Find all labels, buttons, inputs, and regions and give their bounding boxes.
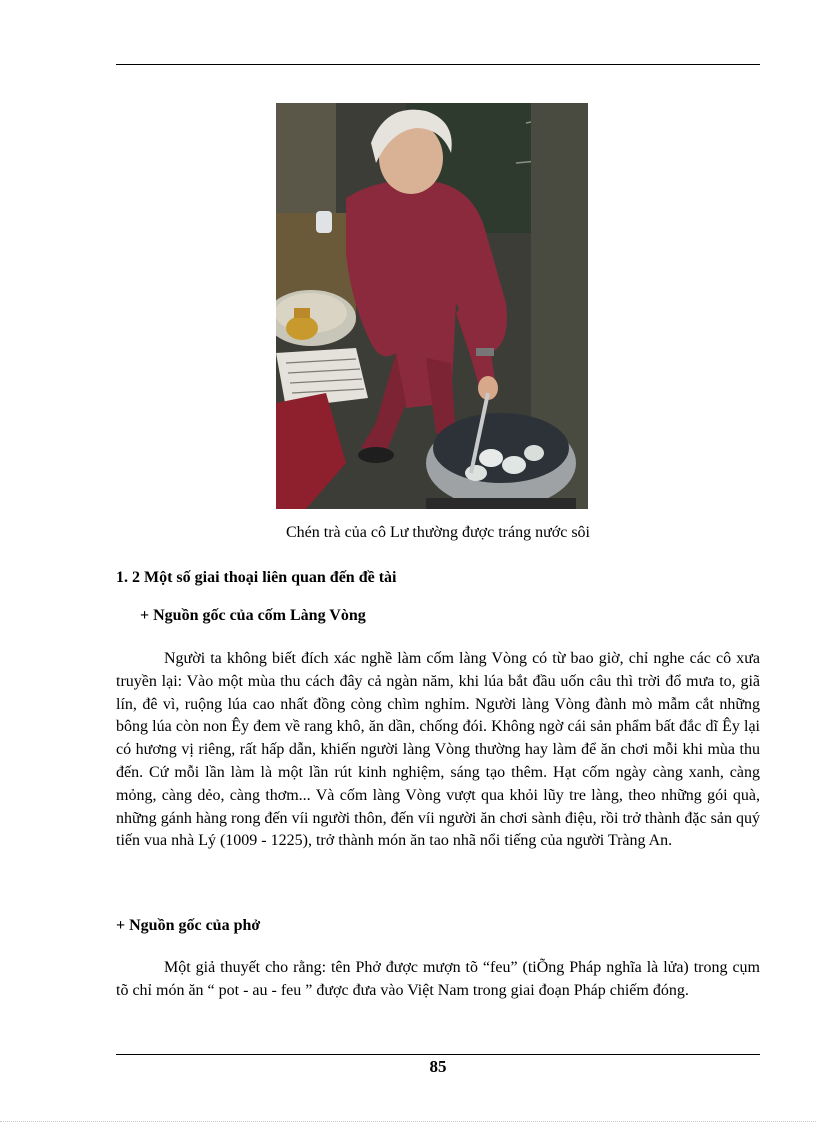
section-heading: 1. 2 Một số giai thoại liên quan đến đề tài (116, 569, 397, 586)
figure-caption: Chén trà của cô Lư thường được tráng nước sôi (286, 524, 590, 541)
page-edge-divider (0, 1121, 816, 1122)
header-rule (116, 64, 760, 65)
subheading-pho: + Nguồn gốc của phở (116, 917, 261, 934)
footer-rule (116, 1054, 760, 1055)
paragraph-pho: Một giả thuyết cho rằng: tên Phở được mượn tõ “feu” (tiÕng Pháp nghĩa là lửa) trong cụm tõ chỉ món ăn “ pot - au - feu ” được đưa vào Việt Nam trong giai đoạn Pháp chiếm đóng. (116, 959, 760, 999)
paragraph-com-lang-vong: Người ta không biết đích xác nghề làm cốm làng Vòng có từ bao giờ, chỉ nghe các cô xưa truyền lại: Vào một mùa thu cách đây cả ngàn năm, khi lúa bắt đầu uốn câu thì trời đổ mưa to, giã lín, đê vì, ruộng lúa cao nhất đồng còng chìm nghỉm. Người làng Vòng đành mò mẫm cắt những bông lúa còn non Êy đem về rang khô, ăn dần, chống đói. Không ngờ cái sản phẩm bất đắc dĩ Êy lại có hương vị riêng, rất hấp dẫn, khiến người làng Vòng thường hay làm để ăn chơi mỗi khi mùa thu đến. Cứ mỗi lần làm là một lần rút kinh nghiệm, sáng tạo thêm. Hạt cốm ngày càng xanh, càng mỏng, càng dẻo, càng thơm... Và cốm làng Vòng vượt qua khỏi lũy tre làng, theo những gói quà, những gánh hàng rong đến víi người thôn, đến víi người ăn chơi sành điệu, rồi trở thành đặc sản quý tiến vua nhà Lý (1009 - 1225), trở thành món ăn tao nhã nổi tiếng của người Tràng An. (116, 650, 760, 850)
page-number: 85 (429, 1057, 447, 1076)
subheading-com-lang-vong: + Nguồn gốc của cốm Làng Vòng (140, 607, 366, 624)
photo (276, 103, 588, 509)
photo-illustration (276, 103, 588, 509)
